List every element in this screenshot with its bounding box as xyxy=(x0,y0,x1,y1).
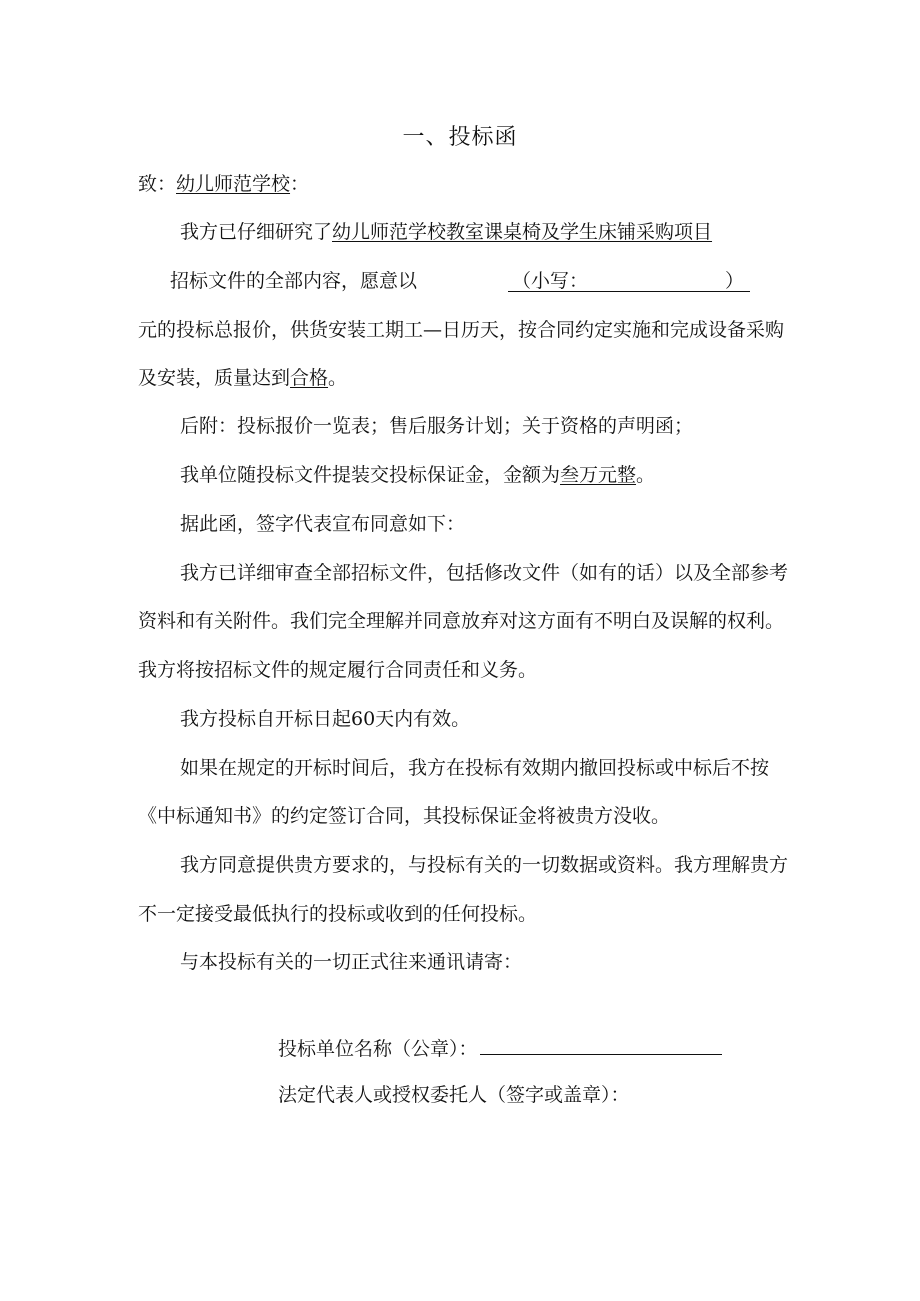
clause1-line: 资料和有关附件。我们完全理解并同意放弃对这方面有不明白及误解的权利。 xyxy=(138,610,785,632)
salutation-suffix: ： xyxy=(290,173,310,195)
amount-label: （小写： xyxy=(512,270,589,292)
declare-line: 据此函，签字代表宣布同意如下： xyxy=(180,513,466,535)
p1-line4: 及安装，质量达到 xyxy=(138,367,291,389)
deposit-line xyxy=(180,463,655,487)
paragraph-line xyxy=(170,269,417,293)
clause1-line: 我方将按招标文件的规定履行合同责任和义务。 xyxy=(138,659,538,681)
salutation xyxy=(138,172,309,196)
clause4-line: 不一定接受最低执行的投标或收到的任何投标。 xyxy=(138,903,538,925)
paragraph-line xyxy=(180,220,712,244)
p1-lead: 我方已仔细研究了 xyxy=(180,221,333,243)
p1-line4-end: 。 xyxy=(328,367,348,389)
project-name: 幼儿师范学校教室课桌椅及学生床铺采购项目 xyxy=(332,221,713,243)
quality-value: 合格 xyxy=(290,367,329,389)
company-name-label: 投标单位名称（公章）： xyxy=(278,1038,478,1060)
company-name-blank xyxy=(480,1034,722,1055)
amount-close: ） xyxy=(724,270,744,292)
p1-line2: 招标文件的全部内容，愿意以 xyxy=(170,270,418,292)
clause5-line: 与本投标有关的一切正式往来通讯请寄： xyxy=(180,951,523,973)
clause2-line: 我方投标自开标日起60天内有效。 xyxy=(180,708,471,730)
clause1-line: 我方已详细审查全部招标文件，包括修改文件（如有的话）以及全部参考 xyxy=(180,562,789,584)
amount-field xyxy=(508,269,750,298)
recipient-name: 幼儿师范学校 xyxy=(176,173,291,195)
page-title: 一、投标函 xyxy=(402,125,518,150)
representative-line: 法定代表人或授权委托人（签字或盖章）： xyxy=(278,1084,630,1106)
paragraph-line: 元的投标总报价，供货安装工期工—日历天，按合同约定实施和完成设备采购 xyxy=(138,319,785,341)
attachments-line: 后附：投标报价一览表；售后服务计划；关于资格的声明函； xyxy=(180,415,694,437)
salutation-prefix: 致： xyxy=(138,173,177,195)
clause3-line: 《中标通知书》的约定签订合同，其投标保证金将被贵方没收。 xyxy=(138,805,671,827)
paragraph-line xyxy=(138,366,347,390)
deposit-end: 。 xyxy=(636,464,656,486)
deposit-amount: 叁万元整 xyxy=(560,464,637,486)
deposit-text: 我单位随投标文件提装交投标保证金，金额为 xyxy=(180,464,561,486)
clause3-line: 如果在规定的开标时间后，我方在投标有效期内撤回投标或中标后不按 xyxy=(180,757,770,779)
company-name-line xyxy=(278,1034,722,1061)
clause4-line: 我方同意提供贵方要求的，与投标有关的一切数据或资料。我方理解贵方 xyxy=(180,854,789,876)
